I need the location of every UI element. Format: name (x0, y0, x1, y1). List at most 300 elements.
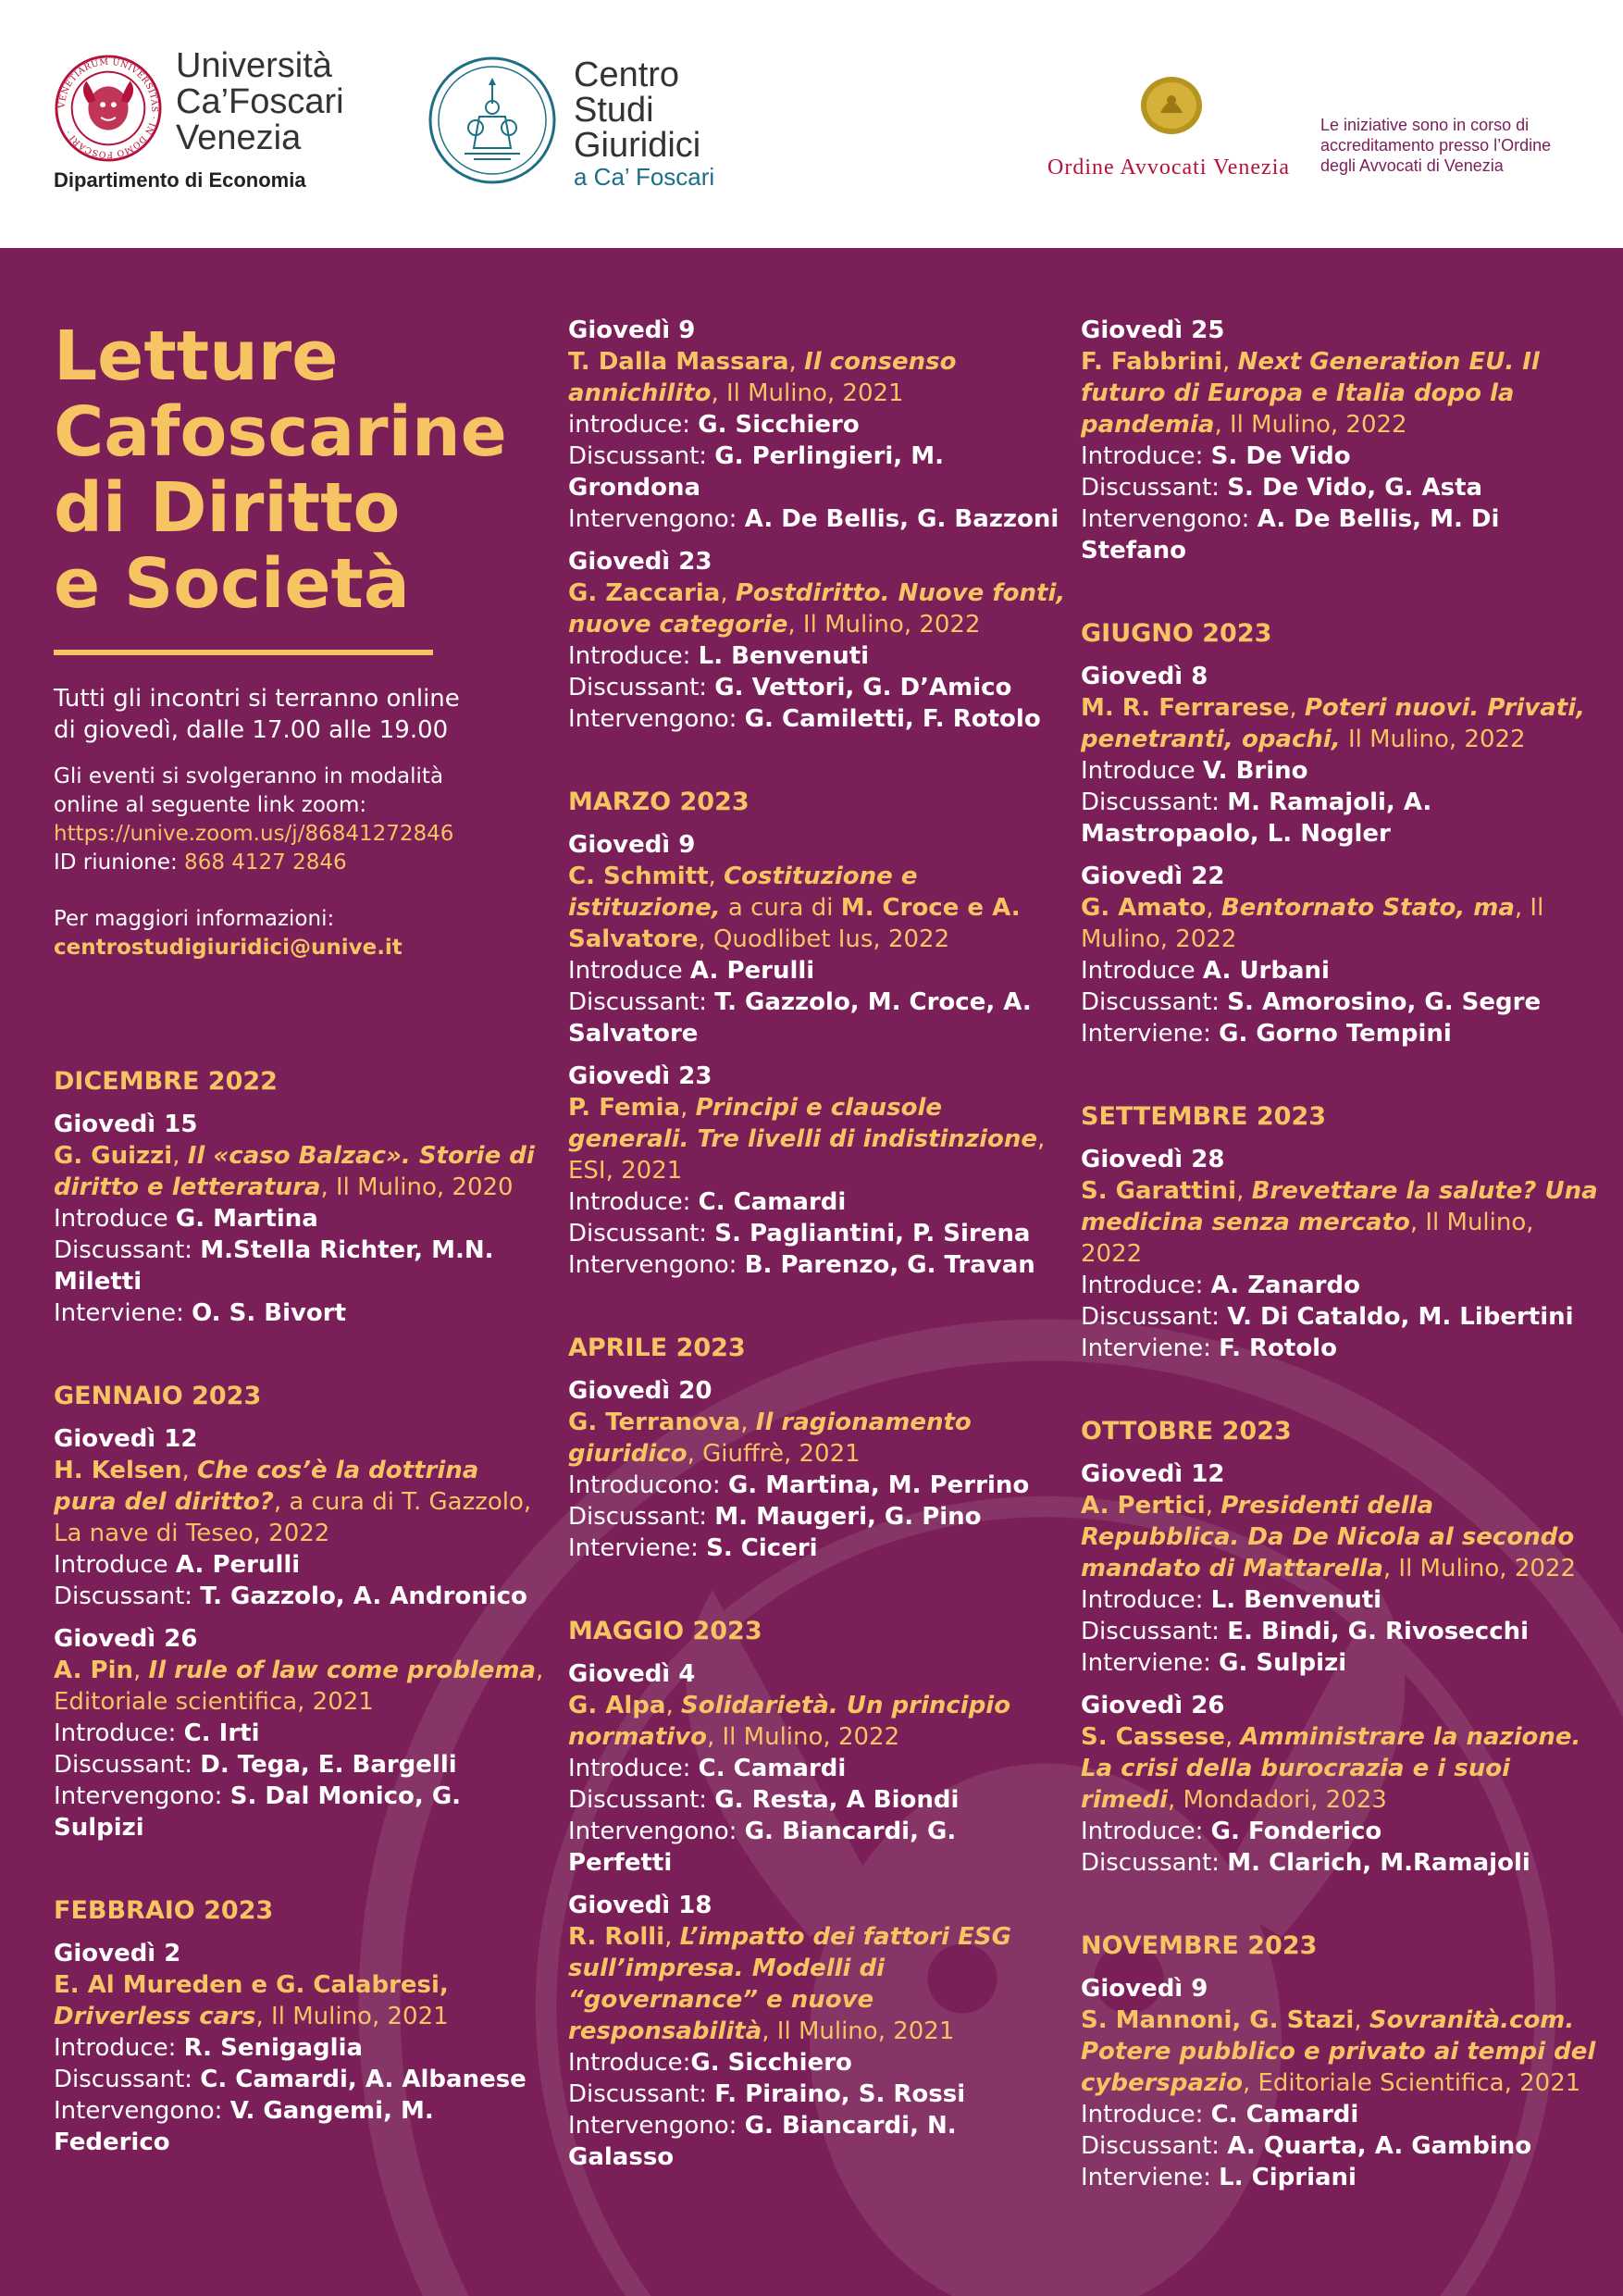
zoom-info (54, 763, 544, 877)
role-names: S. De Vido, G. Asta (1227, 474, 1483, 502)
event-book (1081, 892, 1599, 955)
month-block-dic22 (54, 1066, 544, 1329)
role-names: G. Martina (175, 1205, 318, 1233)
role-label: Introduce: (1081, 2101, 1211, 2128)
event-book (568, 1690, 1068, 1753)
event-author: P. Femia (568, 1094, 681, 1122)
role-label: Discussant: (1081, 474, 1228, 502)
event-speakers (568, 703, 1068, 735)
event-introducer (1081, 1816, 1599, 1847)
role-names: M. Clarich, M.Ramajoli (1227, 1849, 1530, 1877)
unive-line1: Università (176, 46, 332, 85)
role-label: Discussant: (1081, 1849, 1228, 1877)
event-giu22 (1081, 861, 1599, 1049)
event-publisher: , Il Mulino, 2022 (787, 611, 981, 639)
event-author: G. Terranova (568, 1409, 741, 1436)
role-label: Introduce: (1081, 1586, 1211, 1614)
role-names: L. Cipriani (1219, 2164, 1357, 2191)
event-discussants (54, 2064, 544, 2095)
event-giu08 (1081, 661, 1599, 850)
role-label: Discussant: (54, 1582, 201, 1610)
meeting-id-label: ID riunione: (54, 850, 178, 875)
role-names: F. Piraino, S. Rossi (714, 2080, 966, 2108)
department-name: Dipartimento di Economia (54, 168, 306, 192)
event-discussants (1081, 787, 1599, 850)
role-label: Introduce: (568, 642, 699, 670)
event-book (1081, 346, 1599, 441)
event-publisher: , Il Mulino, 2022 (706, 1723, 900, 1751)
event-book (1081, 1490, 1599, 1584)
role-label: Introduce (1081, 757, 1203, 785)
role-names: G. Fonderico (1210, 1818, 1382, 1845)
event-book (54, 2001, 544, 2032)
title-divider (54, 650, 433, 655)
event-speakers (1081, 1018, 1599, 1049)
event-introducer (568, 640, 1068, 672)
sep: , (708, 863, 725, 890)
role-names: G. Perlingieri, M. Grondona (568, 442, 944, 502)
sep: , (1222, 348, 1238, 376)
role-label: Intervengono: (54, 2097, 230, 2125)
role-names: C. Irti (183, 1719, 260, 1747)
event-publisher: , Editoriale Scientifica, 2021 (1242, 2069, 1581, 2097)
event-ott12 (1081, 1458, 1599, 1679)
sep: , (664, 1923, 680, 1951)
event-gen12 (54, 1423, 544, 1612)
accreditation-line1: Le iniziative sono in corso di (1320, 116, 1530, 134)
event-introducer (568, 1470, 1068, 1501)
event-title: Amministrare la nazione. La crisi della burocrazia e i suoi rimedi (1081, 1723, 1581, 1814)
event-speakers (1081, 1647, 1599, 1679)
event-discussants (54, 1749, 544, 1781)
role-label: Introduce: (1081, 1818, 1211, 1845)
month-heading: APRILE 2023 (568, 1334, 746, 1362)
event-speakers (568, 2110, 1068, 2173)
role-names: A. Perulli (689, 957, 815, 985)
event-title: Poteri nuovi. Privati, penetranti, opachi, (1081, 694, 1586, 753)
role-names: S. De Vido (1210, 442, 1351, 470)
event-title: Driverless cars (54, 2003, 256, 2030)
role-label: Interviene: (54, 1299, 192, 1327)
event-speakers (568, 503, 1068, 535)
event-publisher: , a cura di T. Gazzolo, (273, 1488, 532, 1516)
event-title: L’impatto dei fattori ESG sull’impresa. Modelli di “governance” e nuove responsabilità (568, 1923, 1011, 2045)
role-label: Discussant: (1081, 988, 1228, 1016)
role-label: Discussant: (568, 442, 715, 470)
event-editors: M. Croce e A. Salvatore (568, 894, 1021, 953)
role-label: Introduce: (54, 2034, 184, 2062)
event-day: Giovedì 9 (568, 831, 696, 859)
sep: , (740, 1409, 756, 1436)
event-book (568, 1407, 1068, 1470)
event-introducer (1081, 955, 1599, 987)
event-title: Presidenti della Repubblica. Da De Nicola al secondo mandato di Mattarella (1081, 1492, 1575, 1582)
role-names: C. Camardi (698, 1188, 847, 1216)
event-speakers (1081, 2162, 1599, 2193)
role-names: S. Amorosino, G. Segre (1227, 988, 1542, 1016)
title-line1: Letture (54, 316, 339, 396)
event-day: Giovedì 18 (568, 1892, 712, 1919)
event-publisher: , Mondadori, 2023 (1167, 1786, 1387, 1814)
month-block-mag23 (568, 1616, 1068, 2173)
csg-line3: Giuridici (574, 126, 701, 165)
role-label: Intervengono: (568, 2112, 745, 2140)
role-names: A. Zanardo (1210, 1272, 1360, 1299)
title-line4: e Società (54, 544, 410, 624)
role-label: Introduce: (1081, 442, 1211, 470)
month-block-feb23 (54, 1895, 544, 2158)
role-names: M. Maugeri, G. Pino (714, 1503, 982, 1531)
event-book (1081, 2004, 1599, 2099)
event-title: Costituzione e istituzione, (568, 863, 918, 922)
event-book (568, 346, 1068, 409)
role-names: S. Dal Monico, G. Sulpizi (54, 1782, 462, 1842)
role-names: G. Sulpizi (1219, 1649, 1347, 1677)
event-author: S. Cassese (1081, 1723, 1225, 1751)
month-block-set23 (1081, 1101, 1599, 1364)
event-mag25 (1081, 315, 1599, 566)
event-title: Next Generation EU. Il futuro di Europa e Italia dopo la pandemia (1081, 348, 1540, 439)
event-title: Il ragionamento giuridico (568, 1409, 972, 1468)
event-gen26 (54, 1623, 544, 1843)
role-label: Intervengono: (1081, 505, 1258, 533)
event-publisher: , Quodlibet Ius, 2022 (698, 925, 950, 953)
event-publisher: , Giuffrè, 2021 (687, 1440, 861, 1468)
csg-line1: Centro (574, 56, 680, 94)
event-day: Giovedì 9 (568, 316, 696, 344)
event-speakers (568, 1533, 1068, 1564)
event-discussants (568, 441, 1068, 503)
month-block-gen23 (54, 1381, 544, 1843)
role-label: introduce: (568, 411, 699, 439)
event-introducer (568, 409, 1068, 441)
role-label: Interviene: (1081, 1334, 1220, 1362)
role-names: A. Perulli (175, 1551, 301, 1579)
event-day: Giovedì 26 (54, 1625, 198, 1653)
event-book (1081, 1721, 1599, 1816)
role-names: G. Martina, M. Perrino (727, 1471, 1030, 1499)
role-label: Introduce (1081, 957, 1203, 985)
role-label: Discussant: (1081, 1618, 1228, 1645)
event-introducer (54, 1203, 544, 1235)
event-mag04 (568, 1658, 1068, 1879)
role-label: Introduce: (1081, 1272, 1211, 1299)
header (0, 0, 1623, 248)
event-author: T. Dalla Massara (568, 348, 789, 376)
event-book (54, 1140, 544, 1203)
role-label: Discussant: (568, 674, 715, 701)
event-publisher: Il Mulino, 2022 (1340, 726, 1526, 753)
role-names: G. Biancardi, G. Perfetti (568, 1818, 957, 1877)
role-label: Interviene: (1081, 1649, 1220, 1677)
role-label: Discussant: (568, 2080, 715, 2108)
role-names: G. Sicchiero (690, 2049, 852, 2077)
month-block-nov23 (1081, 1930, 1599, 2193)
unive-line2: Ca’Foscari (176, 82, 344, 121)
event-title: Solidarietà. Un principio normativo (568, 1692, 1011, 1751)
event-ott26 (1081, 1690, 1599, 1879)
sep: , (1224, 1723, 1241, 1751)
column-right (1081, 315, 1599, 2193)
event-discussants (568, 987, 1068, 1049)
event-publisher: , Il Mulino, 2022 (1081, 1209, 1534, 1268)
event-day: Giovedì 23 (568, 548, 712, 576)
role-names: G. Sicchiero (698, 411, 860, 439)
event-feb09 (568, 315, 1068, 535)
csg-line4: a Ca’ Foscari (574, 163, 715, 191)
event-author: G. Amato (1081, 894, 1207, 922)
role-names: A. Urbani (1202, 957, 1330, 985)
role-names: A. Quarta, A. Gambino (1227, 2132, 1532, 2160)
accreditation-line2: accreditamento presso l’Ordine (1320, 136, 1552, 155)
role-label: Interviene: (1081, 1020, 1220, 1048)
event-day: Giovedì 26 (1081, 1692, 1225, 1719)
event-day: Giovedì 12 (1081, 1460, 1225, 1488)
event-day: Giovedì 8 (1081, 663, 1208, 690)
event-dic15 (54, 1109, 544, 1329)
sep: , (1236, 1177, 1252, 1205)
program-panel (0, 248, 1623, 2296)
event-author: A. Pertici (1081, 1492, 1206, 1520)
month-heading: GIUGNO 2023 (1081, 619, 1272, 648)
event-publisher: , Il Mulino, 2020 (320, 1173, 514, 1201)
sep: , (665, 1692, 681, 1719)
role-names: V. Brino (1202, 757, 1308, 785)
event-discussants (568, 1784, 1068, 1816)
event-author: G. Guizzi (54, 1142, 173, 1170)
role-label: Discussant: (568, 988, 715, 1016)
event-author: A. Pin (54, 1657, 134, 1684)
role-names: C. Camardi (698, 1755, 847, 1782)
role-names: V. Di Cataldo, M. Libertini (1227, 1303, 1574, 1331)
event-discussants (568, 2079, 1068, 2110)
sep: , (181, 1457, 198, 1484)
event-day: Giovedì 15 (54, 1111, 198, 1138)
unive-wordmark (176, 48, 344, 156)
month-heading: DICEMBRE 2022 (54, 1067, 278, 1096)
event-discussants (568, 1218, 1068, 1249)
event-day: Giovedì 20 (568, 1377, 712, 1405)
schedule-line2: di giovedì, dalle 17.00 alle 19.00 (54, 716, 449, 744)
role-label: Discussant: (1081, 788, 1228, 816)
event-title: Brevettare la salute? Una medicina senza mercato (1081, 1177, 1598, 1236)
role-label: Discussant: (1081, 1303, 1228, 1331)
event-speakers (1081, 503, 1599, 566)
zoom-link[interactable]: https://unive.zoom.us/j/86841272846 (54, 822, 454, 846)
event-author: R. Rolli (568, 1923, 665, 1951)
month-block-mar23 (568, 787, 1068, 1281)
event-title: Che cos’è la dottrina pura del diritto? (54, 1457, 479, 1516)
event-discussants (1081, 1301, 1599, 1333)
event-introducer (568, 1753, 1068, 1784)
schedule-line1: Tutti gli incontri si terranno online (54, 685, 460, 713)
sep: , (1206, 894, 1221, 922)
event-feb02 (54, 1938, 544, 2158)
event-introducer (54, 1549, 544, 1581)
event-title: Bentornato Stato, ma (1220, 894, 1515, 922)
event-speakers (1081, 1333, 1599, 1364)
role-label: Introducono: (568, 1471, 728, 1499)
event-set28 (1081, 1144, 1599, 1364)
role-label: Discussant: (568, 1786, 715, 1814)
role-label: Intervengono: (568, 705, 745, 733)
event-discussants (1081, 472, 1599, 503)
event-title: Il consenso annichilito (568, 348, 957, 407)
role-names: A. De Bellis, G. Bazzoni (744, 505, 1059, 533)
event-title: Principi e clausole generali. Tre livelli di indistinzione (568, 1094, 1037, 1153)
role-label: Intervengono: (568, 505, 745, 533)
event-author: F. Fabbrini (1081, 348, 1223, 376)
role-label: Introduce: (568, 1188, 699, 1216)
event-introducer (1081, 441, 1599, 472)
event-publisher: , Il Mulino, 2022 (1214, 411, 1407, 439)
month-heading: FEBBRAIO 2023 (54, 1896, 274, 1925)
role-label: Interviene: (568, 1534, 707, 1562)
role-label: Intervengono: (568, 1818, 745, 1845)
event-publisher: , Il Mulino, 2022 (1081, 894, 1544, 953)
role-label: Discussant: (54, 1236, 201, 1264)
role-names: G. Vettori, G. D’Amico (714, 674, 1012, 701)
ordine-coin-icon (1140, 76, 1203, 135)
role-names: S. Ciceri (706, 1534, 818, 1562)
month-heading: MARZO 2023 (568, 788, 750, 816)
role-label: Discussant: (54, 2066, 201, 2093)
event-mar23 (568, 1061, 1068, 1281)
event-day: Giovedì 9 (1081, 1975, 1208, 2003)
event-title: Il rule of law come problema (148, 1657, 537, 1684)
event-book (1081, 1175, 1599, 1270)
zoom-line1: Gli eventi si svolgeranno in modalità (54, 764, 444, 788)
event-feb23 (568, 546, 1068, 735)
role-label: Introduce: (568, 2049, 691, 2077)
sep: , (133, 1657, 149, 1684)
role-label: Intervengono: (54, 1782, 230, 1810)
event-apr20 (568, 1375, 1068, 1564)
event-introducer (1081, 1584, 1599, 1616)
event-author: S. Mannoni, G. Stazi (1081, 2006, 1355, 2034)
role-label: Introduce (568, 957, 690, 985)
role-label: Introduce: (568, 1755, 699, 1782)
sep: , (1354, 2006, 1369, 2034)
event-discussants (54, 1581, 544, 1612)
month-heading: MAGGIO 2023 (568, 1617, 762, 1645)
event-introducer (568, 955, 1068, 987)
event-day: Giovedì 4 (568, 1660, 696, 1688)
role-names: G. Gorno Tempini (1219, 1020, 1452, 1048)
event-author: C. Schmitt (568, 863, 709, 890)
role-names: L. Benvenuti (1210, 1586, 1382, 1614)
event-discussants (568, 672, 1068, 703)
role-names: E. Bindi, G. Rivosecchi (1227, 1618, 1530, 1645)
role-names: G. Biancardi, N. Galasso (568, 2112, 957, 2171)
meeting-id: 868 4127 2846 (177, 850, 347, 875)
event-mar09 (568, 829, 1068, 1049)
role-label: Discussant: (568, 1503, 715, 1531)
event-book (568, 577, 1068, 640)
zoom-line2: online al seguente link zoom: (54, 793, 367, 817)
event-discussants (1081, 987, 1599, 1018)
sep: , (680, 1094, 696, 1122)
event-author: H. Kelsen (54, 1457, 182, 1484)
event-author: M. R. Ferrarese (1081, 694, 1290, 722)
event-discussants (1081, 2130, 1599, 2162)
role-names: B. Parenzo, G. Travan (744, 1251, 1035, 1279)
event-publisher: , ESI, 2021 (568, 1125, 1046, 1185)
role-label: Discussant: (1081, 2132, 1228, 2160)
csg-line2: Studi (574, 91, 654, 130)
role-names: G. Resta, A Biondi (714, 1786, 960, 1814)
sep: , (1205, 1492, 1221, 1520)
title-line2: Cafoscarine (54, 392, 507, 472)
month-block-apr23 (568, 1333, 1068, 1564)
event-introducer (1081, 1270, 1599, 1301)
role-names: F. Rotolo (1219, 1334, 1337, 1362)
event-day: Giovedì 28 (1081, 1146, 1225, 1173)
event-introducer (1081, 755, 1599, 787)
month-heading: OTTOBRE 2023 (1081, 1417, 1292, 1446)
role-names: V. Gangemi, M. Federico (54, 2097, 434, 2156)
event-introducer (1081, 2099, 1599, 2130)
month-heading: GENNAIO 2023 (54, 1382, 262, 1410)
role-names: C. Camardi, A. Albanese (200, 2066, 527, 2093)
sep: , (172, 1142, 188, 1170)
contact-email[interactable]: centrostudigiuridici@unive.it (54, 936, 403, 960)
event-publisher: , Editoriale scientifica, 2021 (54, 1657, 544, 1716)
role-names: T. Gazzolo, M. Croce, A. Salvatore (568, 988, 1032, 1048)
role-names: M.Stella Richter, M.N. Miletti (54, 1236, 494, 1296)
role-names: L. Benvenuti (698, 642, 870, 670)
event-publisher: , Il Mulino, 2021 (711, 379, 904, 407)
event-curator-label: a cura di (720, 894, 841, 922)
role-names: G. Camiletti, F. Rotolo (744, 705, 1041, 733)
meeting-id-row (54, 849, 544, 877)
event-day: Giovedì 25 (1081, 316, 1225, 344)
role-label: Introduce (54, 1551, 176, 1579)
sep: , (1289, 694, 1305, 722)
event-day: Giovedì 22 (1081, 863, 1225, 890)
role-names: S. Pagliantini, P. Sirena (714, 1220, 1031, 1247)
event-title: Postdiritto. Nuove fonti, nuove categorie (568, 579, 1066, 639)
event-discussants (54, 1235, 544, 1297)
event-day: Giovedì 2 (54, 1940, 181, 1967)
contact-label: Per maggiori informazioni: (54, 907, 335, 931)
accreditation-note (1320, 115, 1551, 176)
svg-text:VENETIARUM UNIVERSITAS · IN DO: VENETIARUM UNIVERSITAS · IN DOMO FOSCARI · (56, 56, 160, 160)
role-label: Introduce: (54, 1719, 184, 1747)
event-day: Giovedì 23 (568, 1062, 712, 1090)
event-publisher: , Il Mulino, 2022 (1382, 1555, 1577, 1582)
event-discussants (1081, 1616, 1599, 1647)
accreditation-line3: degli Avvocati di Venezia (1320, 156, 1504, 175)
event-book (54, 1455, 544, 1518)
role-names: O. S. Bivort (192, 1299, 347, 1327)
event-day: Giovedì 12 (54, 1425, 198, 1453)
role-label: Discussant: (568, 1220, 715, 1247)
event-title: Il «caso Balzac». Storie di diritto e letteratura (54, 1142, 535, 1201)
ordine-name: Ordine Avvocati Venezia (1047, 155, 1291, 180)
event-book (568, 1092, 1068, 1186)
role-label: Intervengono: (568, 1251, 745, 1279)
role-names: M. Ramajoli, A. Mastropaolo, L. Nogler (1081, 788, 1432, 848)
event-speakers (568, 1816, 1068, 1879)
event-publisher: , Il Mulino, 2021 (762, 2017, 955, 2045)
event-speakers (568, 1249, 1068, 1281)
month-heading: SETTEMBRE 2023 (1081, 1102, 1327, 1131)
role-names: T. Gazzolo, A. Andronico (200, 1582, 527, 1610)
role-names: R. Senigaglia (183, 2034, 364, 2062)
contact-info (54, 905, 544, 962)
event-author: G. Zaccaria (568, 579, 721, 607)
